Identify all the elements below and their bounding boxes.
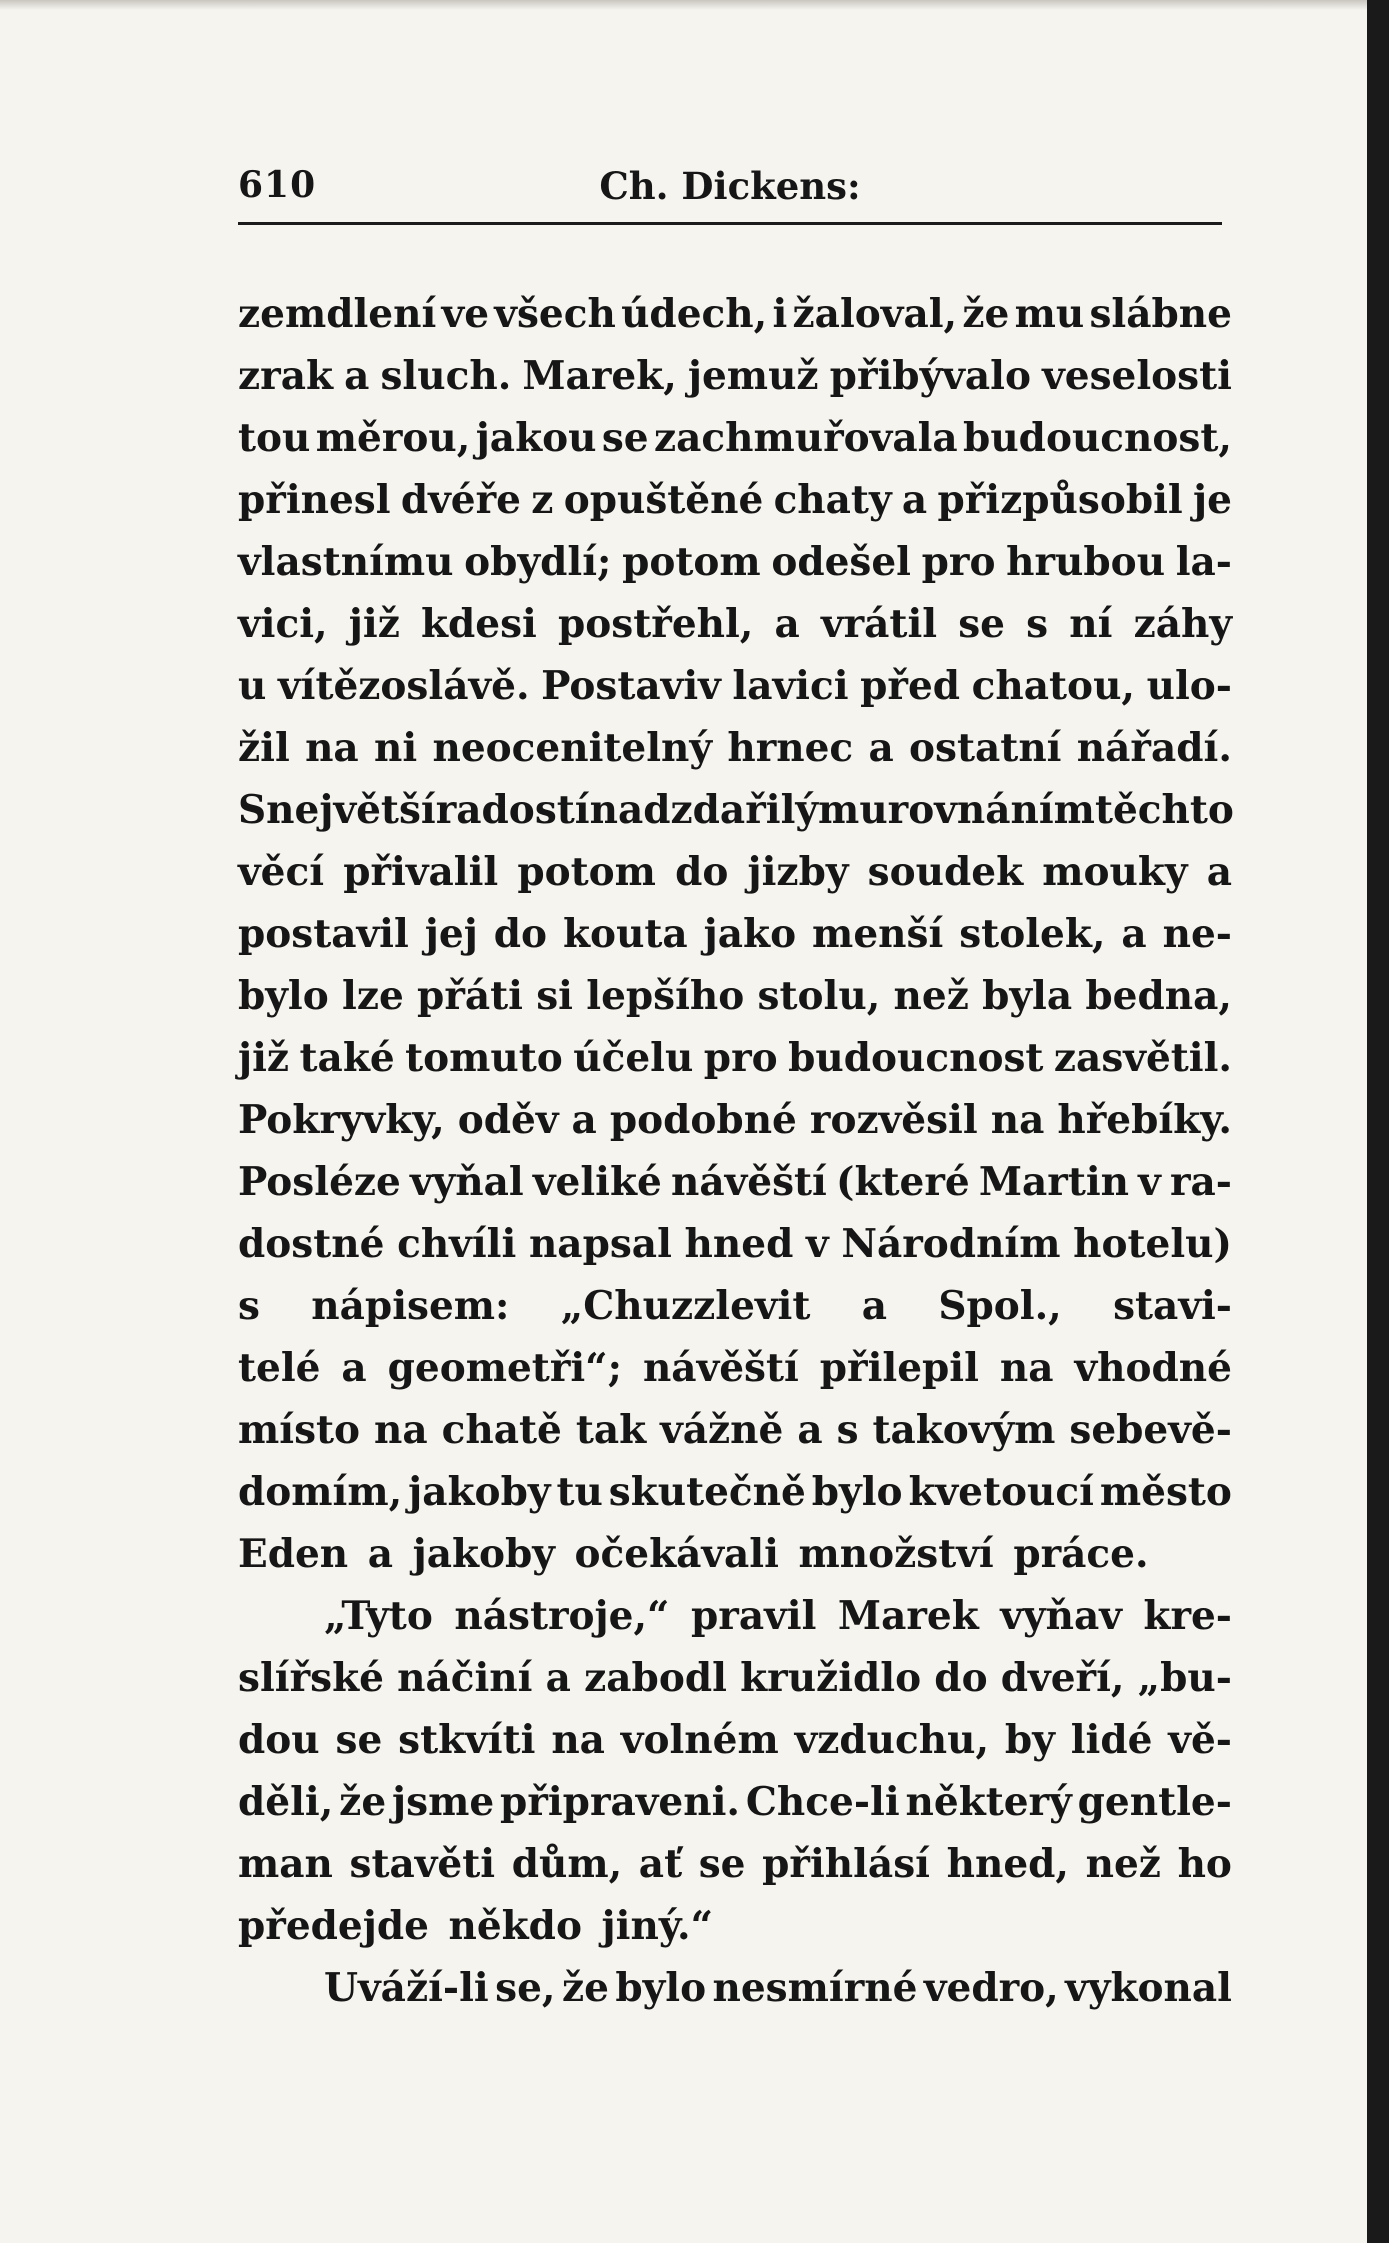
word: skutečně	[608, 1469, 806, 1515]
word: napsal	[528, 1221, 672, 1267]
word: odešel	[771, 539, 911, 585]
word: a	[901, 477, 928, 523]
word: a	[774, 601, 800, 647]
word: kvetoucí	[908, 1469, 1094, 1515]
word: chatou,	[971, 663, 1136, 709]
word: budoucnost,	[963, 415, 1232, 461]
word: stavěti	[349, 1841, 496, 1887]
word: vedro,	[923, 1965, 1059, 2011]
word: se	[335, 1717, 383, 1763]
word: vlastnímu	[238, 539, 454, 585]
word: hrnec	[727, 725, 854, 771]
word: la-	[1175, 539, 1232, 585]
word: hned	[684, 1221, 794, 1267]
word: vyňal	[409, 1159, 524, 1205]
word: dou	[238, 1717, 320, 1763]
word: geometři“;	[387, 1345, 623, 1391]
word: by	[1004, 1717, 1055, 1763]
word: je	[1193, 477, 1232, 523]
text-line	[238, 655, 1232, 717]
word: Martin	[978, 1159, 1130, 1205]
word: náčiní	[397, 1655, 533, 1701]
word: zemdlení	[238, 291, 437, 337]
word: jakou	[475, 415, 597, 461]
word: „Tyto	[324, 1593, 433, 1639]
word: stavi-	[1113, 1283, 1232, 1329]
text-line	[238, 1213, 1232, 1275]
word: a	[1206, 849, 1232, 895]
text-line	[238, 1461, 1232, 1523]
word: a	[344, 353, 370, 399]
word: přilepil	[819, 1345, 979, 1391]
word: chaty	[773, 477, 892, 523]
text-line	[238, 593, 1232, 655]
word: se	[601, 415, 649, 461]
word: s	[836, 1407, 859, 1453]
word: než	[1085, 1841, 1161, 1887]
page-edge	[1367, 0, 1389, 2243]
word: Marek,	[522, 353, 677, 399]
word: „bu-	[1137, 1655, 1232, 1701]
word: nápisem:	[311, 1283, 510, 1329]
word: jakoby	[408, 1469, 551, 1515]
word: vici,	[238, 601, 328, 647]
word: děli,	[238, 1779, 334, 1825]
word: Národním	[841, 1221, 1061, 1267]
word: všech	[494, 291, 616, 337]
word: některý	[905, 1779, 1072, 1825]
word: veliké	[532, 1159, 662, 1205]
word: rozvěsil	[809, 1097, 978, 1143]
word: stkvíti	[398, 1717, 536, 1763]
word: Marek	[837, 1593, 979, 1639]
word: ra-	[1169, 1159, 1232, 1205]
word: dostné	[238, 1221, 385, 1267]
word: „Chuzzlevit	[560, 1283, 811, 1329]
word: ho	[1177, 1841, 1232, 1887]
word: Postaviv	[541, 663, 721, 709]
running-title: Ch. Dickens:	[599, 164, 861, 208]
word: ni	[374, 725, 418, 771]
page-top-shadow	[0, 0, 1389, 10]
word: přizpůsobil	[937, 477, 1183, 523]
word: vrátil	[820, 601, 938, 647]
word: pravil	[691, 1593, 817, 1639]
word: a	[797, 1407, 823, 1453]
word: žil	[238, 725, 290, 771]
word: a	[571, 1097, 597, 1143]
word: záhy	[1133, 601, 1232, 647]
word: připraveni.	[500, 1779, 740, 1825]
word: S	[238, 787, 267, 833]
page-number: 610	[238, 164, 317, 206]
word: Chce-li	[745, 1779, 900, 1825]
word: na	[990, 1097, 1045, 1143]
word: dům,	[511, 1841, 623, 1887]
text-line: Eden a jakoby očekávali množství práce.	[238, 1531, 1149, 1577]
word: vě-	[1168, 1717, 1232, 1763]
word: takovým	[872, 1407, 1056, 1453]
word: vyňav	[1000, 1593, 1122, 1639]
text-line	[238, 965, 1232, 1027]
word: že	[962, 291, 1010, 337]
word: nářadí.	[1076, 725, 1232, 771]
word: slábne	[1089, 291, 1232, 337]
word: již	[238, 1035, 290, 1081]
text-line	[238, 841, 1232, 903]
word: jako	[703, 911, 797, 957]
word: vykonal	[1065, 1965, 1232, 2011]
word: sluch.	[380, 353, 512, 399]
word: a	[868, 725, 894, 771]
word: byla	[982, 973, 1073, 1019]
word: urovnáním	[859, 787, 1095, 833]
word: stolek,	[959, 911, 1106, 957]
word: a	[1121, 911, 1147, 957]
word: do	[934, 1655, 988, 1701]
word: chatě	[441, 1407, 562, 1453]
word: ať	[638, 1841, 683, 1887]
word: kružidlo	[740, 1655, 922, 1701]
word: telé	[238, 1345, 321, 1391]
word: nástroje,“	[454, 1593, 670, 1639]
text-line	[238, 1027, 1232, 1089]
word: se	[958, 601, 1005, 647]
word: do	[675, 849, 729, 895]
word: s	[238, 1283, 260, 1329]
word: postřehl,	[558, 601, 754, 647]
word: Uváží-li	[324, 1965, 489, 2011]
word: hřebíky.	[1057, 1097, 1232, 1143]
word: lidé	[1070, 1717, 1153, 1763]
word: než	[893, 973, 969, 1019]
word: do	[493, 911, 548, 957]
word: kre-	[1143, 1593, 1232, 1639]
word: přivalil	[343, 849, 499, 895]
word: lavici	[732, 663, 849, 709]
text-line	[238, 1957, 1232, 2019]
word: dveří,	[1000, 1655, 1125, 1701]
word: neocenitelný	[432, 725, 713, 771]
text-line	[238, 469, 1232, 531]
word: dvéře	[400, 477, 521, 523]
word: nesmírné	[712, 1965, 918, 2011]
word: že	[561, 1965, 609, 2011]
word: přibývalo	[829, 353, 1031, 399]
word: vítězoslávě.	[277, 663, 530, 709]
word: s	[1026, 601, 1049, 647]
word: mouky	[1042, 849, 1188, 895]
text-line	[238, 283, 1232, 345]
word: měrou,	[315, 415, 471, 461]
word: údech,	[621, 291, 768, 337]
word: před	[860, 663, 961, 709]
text-line	[238, 345, 1232, 407]
text-line	[238, 407, 1232, 469]
word: těchto	[1094, 787, 1234, 833]
word: stolu,	[757, 973, 881, 1019]
word: soudek	[867, 849, 1024, 895]
word: lze	[342, 973, 404, 1019]
word: tak	[575, 1407, 647, 1453]
word: mu	[1014, 291, 1085, 337]
word: bylo	[238, 973, 329, 1019]
word: tu	[556, 1469, 603, 1515]
word: vzduchu,	[794, 1717, 990, 1763]
text-line	[238, 1275, 1232, 1337]
word: nad	[589, 787, 671, 833]
word: radostí	[435, 787, 590, 833]
word: tou	[238, 415, 311, 461]
word: největší	[266, 787, 436, 833]
text-line	[238, 531, 1232, 593]
running-head	[238, 160, 1222, 220]
word: návěští	[670, 1159, 827, 1205]
header-rule	[238, 222, 1222, 225]
text-line	[238, 1151, 1232, 1213]
text-line	[238, 1771, 1232, 1833]
word: zasvětil.	[1053, 1035, 1232, 1081]
word: man	[238, 1841, 333, 1887]
word: bedna,	[1085, 973, 1232, 1019]
word: bylo	[811, 1469, 903, 1515]
word: si	[536, 973, 573, 1019]
word: se,	[495, 1965, 556, 2011]
word: ne-	[1162, 911, 1232, 957]
word: opuštěné	[563, 477, 764, 523]
word: místo	[238, 1407, 361, 1453]
word: Spol.,	[938, 1283, 1062, 1329]
word: chvíli	[397, 1221, 517, 1267]
text-line	[238, 1399, 1232, 1461]
word: v	[1138, 1159, 1161, 1205]
word: (které	[836, 1159, 970, 1205]
word: jizby	[747, 849, 849, 895]
word: žaloval,	[792, 291, 958, 337]
word: Pokryvky,	[238, 1097, 445, 1143]
word: jej	[424, 911, 478, 957]
text-line	[238, 1089, 1232, 1151]
text-line	[238, 1647, 1232, 1709]
word: že	[339, 1779, 387, 1825]
word: u	[238, 663, 267, 709]
word: a	[861, 1283, 887, 1329]
word: gentle-	[1077, 1779, 1232, 1825]
word: a	[545, 1655, 571, 1701]
word: menší	[812, 911, 944, 957]
word: hrubou	[1006, 539, 1166, 585]
word: kdesi	[420, 601, 537, 647]
word: pro	[921, 539, 996, 585]
text-line: předejde někdo jiný.“	[238, 1903, 714, 1949]
word: z	[531, 477, 554, 523]
word: lepšího	[586, 973, 745, 1019]
word: pro	[703, 1035, 778, 1081]
word: sebevě-	[1069, 1407, 1232, 1453]
word: ve	[441, 291, 490, 337]
word: na	[305, 725, 359, 771]
word: na	[374, 1407, 428, 1453]
word: slířské	[238, 1655, 384, 1701]
body-text	[238, 283, 1232, 2019]
word: podobné	[609, 1097, 797, 1143]
word: ní	[1069, 601, 1113, 647]
word: v	[806, 1221, 829, 1267]
word: hotelu)	[1073, 1221, 1232, 1267]
word: vhodné	[1074, 1345, 1232, 1391]
word: zrak	[238, 353, 333, 399]
word: tomuto	[405, 1035, 563, 1081]
text-line	[238, 1833, 1232, 1895]
word: jsme	[392, 1779, 495, 1825]
word: potom	[622, 539, 761, 585]
word: i	[772, 291, 788, 337]
word: hned,	[946, 1841, 1069, 1887]
word: budoucnost	[788, 1035, 1044, 1081]
word: a	[341, 1345, 367, 1391]
word: zabodl	[584, 1655, 727, 1701]
text-line	[238, 717, 1232, 779]
word: město	[1099, 1469, 1232, 1515]
word: na	[551, 1717, 605, 1763]
word: domím,	[238, 1469, 403, 1515]
word: na	[999, 1345, 1054, 1391]
word: návěští	[642, 1345, 799, 1391]
word: zdařilým	[670, 787, 860, 833]
text-line	[238, 1709, 1232, 1771]
word: veselosti	[1042, 353, 1232, 399]
word: ostatní	[909, 725, 1062, 771]
word: bylo	[615, 1965, 707, 2011]
text-line	[238, 1585, 1232, 1647]
word: přáti	[417, 973, 523, 1019]
text-line	[238, 903, 1232, 965]
word: volném	[620, 1717, 779, 1763]
text-line	[238, 1337, 1232, 1399]
text-line	[238, 779, 1232, 841]
word: účelu	[573, 1035, 694, 1081]
word: ulo-	[1146, 663, 1232, 709]
word: také	[299, 1035, 395, 1081]
word: postavil	[238, 911, 409, 957]
word: jemuž	[687, 353, 819, 399]
word: obydlí;	[464, 539, 612, 585]
word: se	[698, 1841, 746, 1887]
word: zachmuřovala	[653, 415, 958, 461]
word: Posléze	[238, 1159, 401, 1205]
word: potom	[517, 849, 656, 895]
word: oděv	[457, 1097, 559, 1143]
word: přinesl	[238, 477, 391, 523]
word: kouta	[563, 911, 688, 957]
word: věcí	[238, 849, 325, 895]
word: vážně	[660, 1407, 784, 1453]
word: přihlásí	[762, 1841, 930, 1887]
word: již	[348, 601, 400, 647]
